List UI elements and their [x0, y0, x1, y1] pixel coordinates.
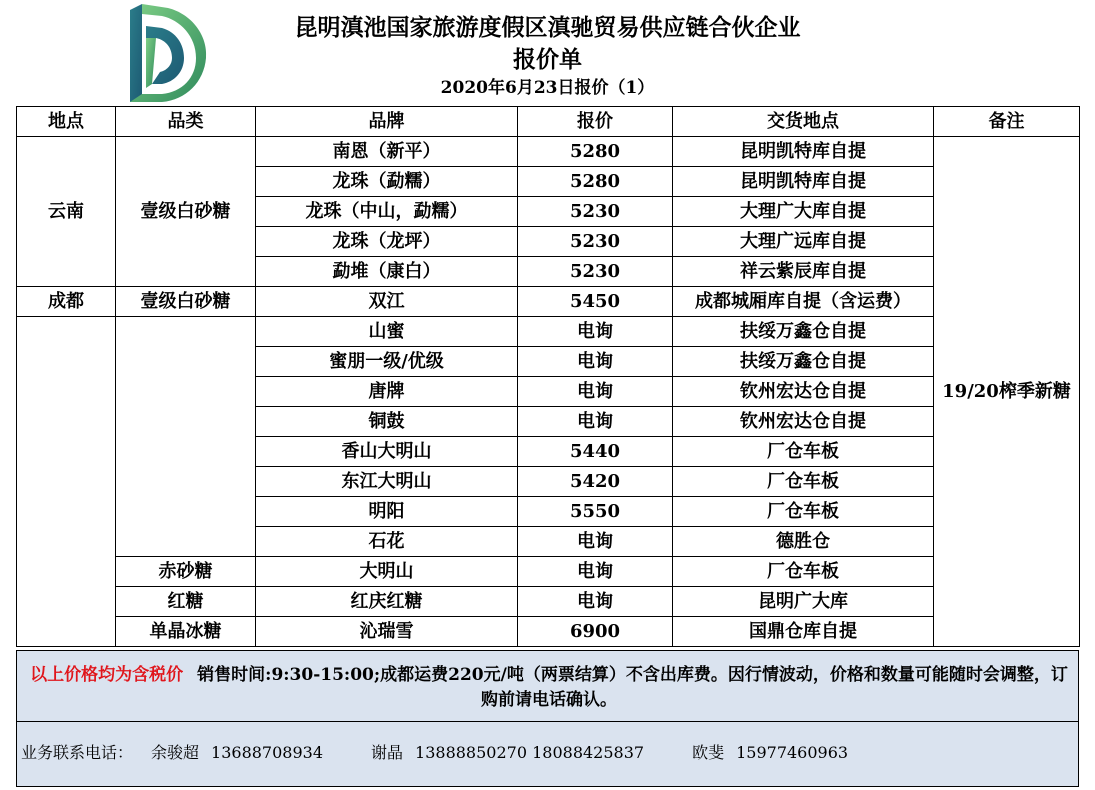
contact-name: 谢晶 — [371, 743, 404, 762]
brand-cell: 沁瑞雪 — [256, 617, 518, 647]
footer-divider — [17, 721, 1078, 722]
delivery-cell: 钦州宏达仓自提 — [673, 407, 934, 437]
document-subtitle: 报价单 — [513, 46, 582, 73]
table-row — [17, 287, 1080, 317]
location-cell-empty — [17, 317, 116, 647]
column-header-category: 品类 — [116, 107, 256, 137]
price-cell: 5420 — [518, 467, 673, 497]
brand-cell: 蜜朋一级/优级 — [256, 347, 518, 377]
brand-cell: 双江 — [256, 287, 518, 317]
delivery-cell: 德胜仓 — [673, 527, 934, 557]
delivery-cell: 厂仓车板 — [673, 497, 934, 527]
price-cell: 5280 — [518, 137, 673, 167]
brand-cell: 山蜜 — [256, 317, 518, 347]
contact-line — [21, 741, 848, 765]
table-row — [17, 557, 1080, 587]
brand-cell: 铜鼓 — [256, 407, 518, 437]
delivery-cell: 昆明凯特库自提 — [673, 167, 934, 197]
delivery-cell: 大理广远库自提 — [673, 227, 934, 257]
brand-cell: 大明山 — [256, 557, 518, 587]
delivery-cell: 厂仓车板 — [673, 467, 934, 497]
contact-name: 余骏超 — [151, 743, 200, 762]
column-header-brand: 品牌 — [256, 107, 518, 137]
price-cell: 电询 — [518, 347, 673, 377]
document-title: 昆明滇池国家旅游度假区滇驰贸易供应链合伙企业 — [294, 14, 801, 41]
contact-phone: 13888850270 18088425837 — [415, 743, 645, 762]
category-cell: 壹级白砂糖 — [116, 287, 256, 317]
brand-cell: 龙珠（中山，勐糯） — [256, 197, 518, 227]
brand-cell: 香山大明山 — [256, 437, 518, 467]
contact-phone: 13688708934 — [211, 743, 324, 762]
delivery-cell: 扶绥万鑫仓自提 — [673, 347, 934, 377]
price-cell: 电询 — [518, 527, 673, 557]
brand-cell: 唐牌 — [256, 377, 518, 407]
contact-name: 欧斐 — [692, 743, 725, 762]
footer-panel — [16, 650, 1079, 787]
column-header-delivery: 交货地点 — [673, 107, 934, 137]
delivery-cell: 祥云紫辰库自提 — [673, 257, 934, 287]
category-cell: 单晶冰糖 — [116, 617, 256, 647]
delivery-cell: 成都城厢库自提（含运费） — [673, 287, 934, 317]
column-header-location: 地点 — [17, 107, 116, 137]
price-cell: 5230 — [518, 227, 673, 257]
price-cell: 6900 — [518, 617, 673, 647]
brand-cell: 南恩（新平） — [256, 137, 518, 167]
delivery-cell: 大理广大库自提 — [673, 197, 934, 227]
brand-cell: 东江大明山 — [256, 467, 518, 497]
brand-cell: 明阳 — [256, 497, 518, 527]
price-cell: 5230 — [518, 197, 673, 227]
price-cell: 5230 — [518, 257, 673, 287]
column-header-remark: 备注 — [934, 107, 1080, 137]
contact-phone: 15977460963 — [736, 743, 849, 762]
price-cell: 电询 — [518, 407, 673, 437]
table-header-row — [17, 107, 1080, 137]
table-row — [17, 587, 1080, 617]
tax-note: 以上价格均为含税价 — [30, 665, 184, 685]
delivery-cell: 厂仓车板 — [673, 557, 934, 587]
contact-label: 业务联系电话： — [21, 743, 134, 762]
price-cell: 5280 — [518, 167, 673, 197]
location-cell: 云南 — [17, 137, 116, 287]
brand-cell: 勐堆（康白） — [256, 257, 518, 287]
price-cell: 5450 — [518, 287, 673, 317]
quote-date: 2020年6月23日报价（1） — [440, 78, 655, 98]
brand-cell: 龙珠（龙坪） — [256, 227, 518, 257]
column-header-price: 报价 — [518, 107, 673, 137]
delivery-cell: 钦州宏达仓自提 — [673, 377, 934, 407]
delivery-cell: 扶绥万鑫仓自提 — [673, 317, 934, 347]
price-note — [25, 663, 1073, 713]
price-cell: 5440 — [518, 437, 673, 467]
price-cell: 电询 — [518, 557, 673, 587]
delivery-cell: 厂仓车板 — [673, 437, 934, 467]
price-cell: 电询 — [518, 317, 673, 347]
table-row — [17, 317, 1080, 347]
price-cell: 电询 — [518, 377, 673, 407]
quote-table — [16, 106, 1080, 647]
category-cell-empty — [116, 317, 256, 557]
table-row — [17, 617, 1080, 647]
price-cell: 5550 — [518, 497, 673, 527]
brand-cell: 石花 — [256, 527, 518, 557]
sales-note: 销售时间:9:30-15:00;成都运费220元/吨（两票结算）不含出库费。因行情波动，价格和数量可能随时会调整，订购前请电话确认。 — [197, 665, 1068, 710]
category-cell: 红糖 — [116, 587, 256, 617]
delivery-cell: 国鼎仓库自提 — [673, 617, 934, 647]
price-cell: 电询 — [518, 587, 673, 617]
brand-cell: 龙珠（勐糯） — [256, 167, 518, 197]
category-cell: 赤砂糖 — [116, 557, 256, 587]
brand-cell: 红庆红糖 — [256, 587, 518, 617]
delivery-cell: 昆明凯特库自提 — [673, 137, 934, 167]
table-row — [17, 137, 1080, 167]
remark-cell: 19/20榨季新糖 — [934, 137, 1080, 647]
location-cell: 成都 — [17, 287, 116, 317]
category-cell: 壹级白砂糖 — [116, 137, 256, 287]
delivery-cell: 昆明广大库 — [673, 587, 934, 617]
